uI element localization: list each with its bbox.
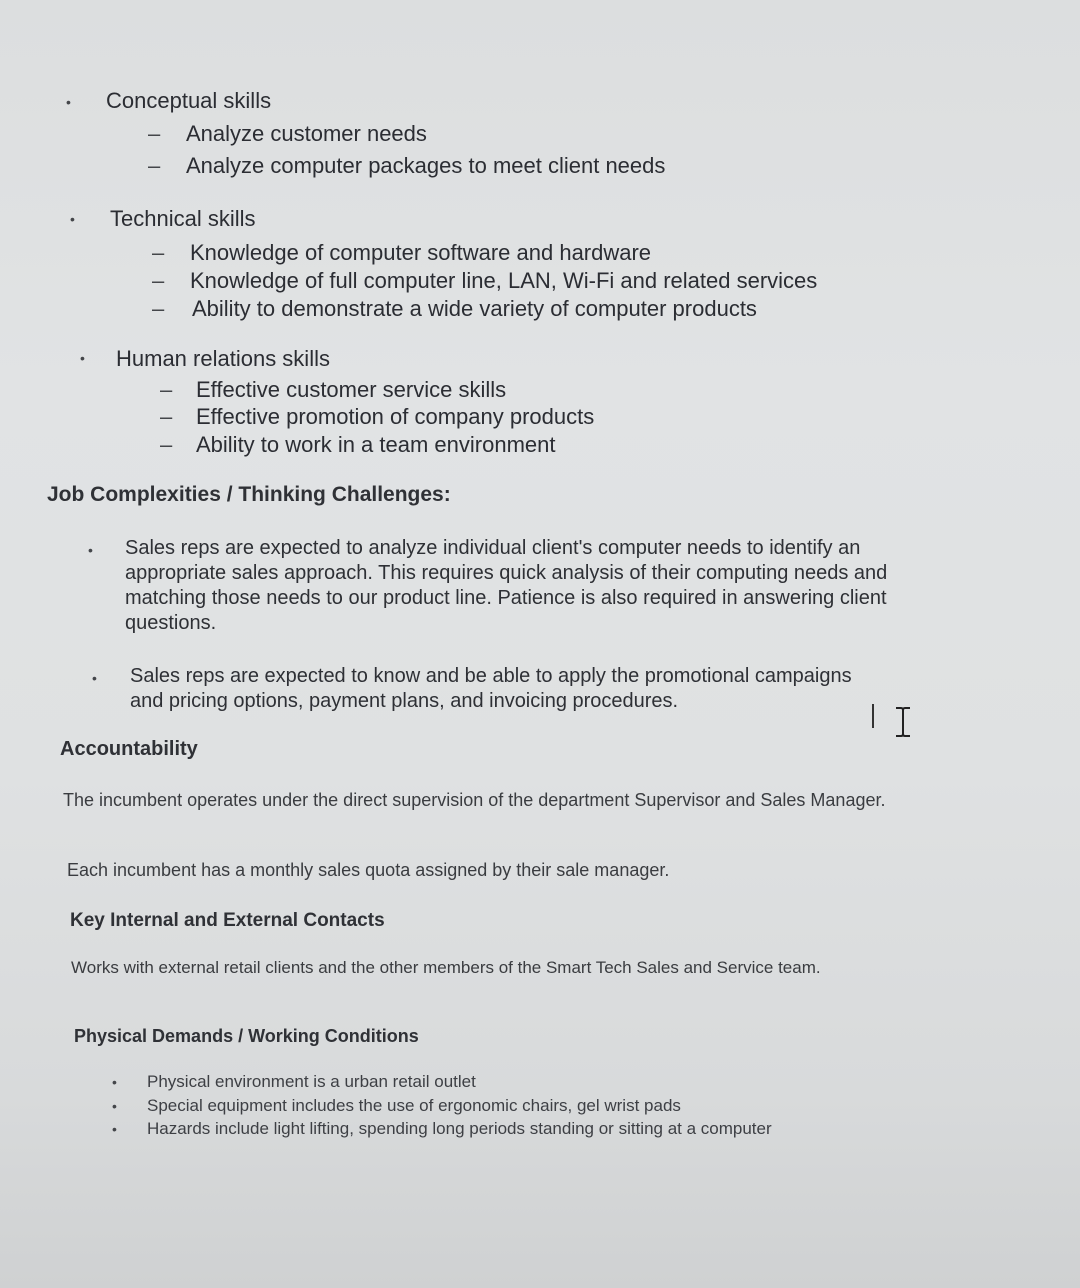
skill-heading-technical: Technical skills [110, 206, 256, 231]
dash: – [148, 153, 161, 178]
dash: – [160, 377, 173, 402]
skill-item: Analyze computer packages to meet client needs [186, 153, 666, 178]
contacts-paragraph: Works with external retail clients and the other members of the Smart Tech Sales and Service team. [71, 958, 821, 977]
i-beam-cursor-icon [892, 706, 914, 738]
skill-item: Analyze customer needs [186, 121, 427, 146]
complexity-item: Sales reps are expected to know and be able to apply the promotional campaigns and pricing options, payment plans, and invoicing procedures. [130, 665, 852, 712]
text-caret [872, 704, 874, 728]
dash: – [160, 432, 173, 457]
bullet: • [112, 1074, 117, 1090]
bullet: • [66, 94, 71, 110]
physical-item: Physical environment is a urban retail outlet [147, 1072, 476, 1091]
accountability-paragraph: The incumbent operates under the direct supervision of the department Supervisor and Sales Manager. [63, 790, 886, 810]
skill-item: Knowledge of full computer line, LAN, Wi-Fi and related services [190, 268, 818, 293]
dash: – [152, 296, 165, 321]
bullet: • [88, 542, 93, 558]
physical-item: Special equipment includes the use of ergonomic chairs, gel wrist pads [147, 1096, 681, 1115]
section-heading-physical: Physical Demands / Working Conditions [74, 1026, 419, 1046]
dash: – [152, 268, 165, 293]
dash: – [152, 240, 165, 265]
bullet: • [112, 1121, 117, 1137]
section-heading-contacts: Key Internal and External Contacts [70, 910, 385, 931]
skill-item: Effective promotion of company products [196, 404, 595, 429]
bullet: • [112, 1098, 117, 1114]
skill-heading-human-relations: Human relations skills [116, 346, 330, 371]
dash: – [148, 121, 161, 146]
section-heading-job-complexities: Job Complexities / Thinking Challenges: [47, 483, 451, 506]
accountability-quota: Each incumbent has a monthly sales quota assigned by their sale manager. [67, 860, 670, 880]
physical-item: Hazards include light lifting, spending long periods standing or sitting at a computer [147, 1119, 772, 1138]
complexity-item: Sales reps are expected to analyze individual client's computer needs to identify an appropriate sales approach. This requires quick analysis of their computing needs and matching those needs to our product line. Patience is also required in answering client questions. [125, 537, 888, 634]
bullet: • [92, 670, 97, 686]
skill-item: Ability to work in a team environment [196, 432, 556, 457]
bullet: • [70, 211, 75, 227]
skill-item: Effective customer service skills [196, 377, 507, 402]
section-heading-accountability: Accountability [60, 738, 198, 760]
skill-item: Knowledge of computer software and hardware [190, 240, 652, 265]
dash: – [160, 404, 173, 429]
skill-heading-conceptual: Conceptual skills [106, 88, 272, 113]
skill-item: Ability to demonstrate a wide variety of computer products [192, 296, 757, 321]
bullet: • [80, 350, 85, 366]
